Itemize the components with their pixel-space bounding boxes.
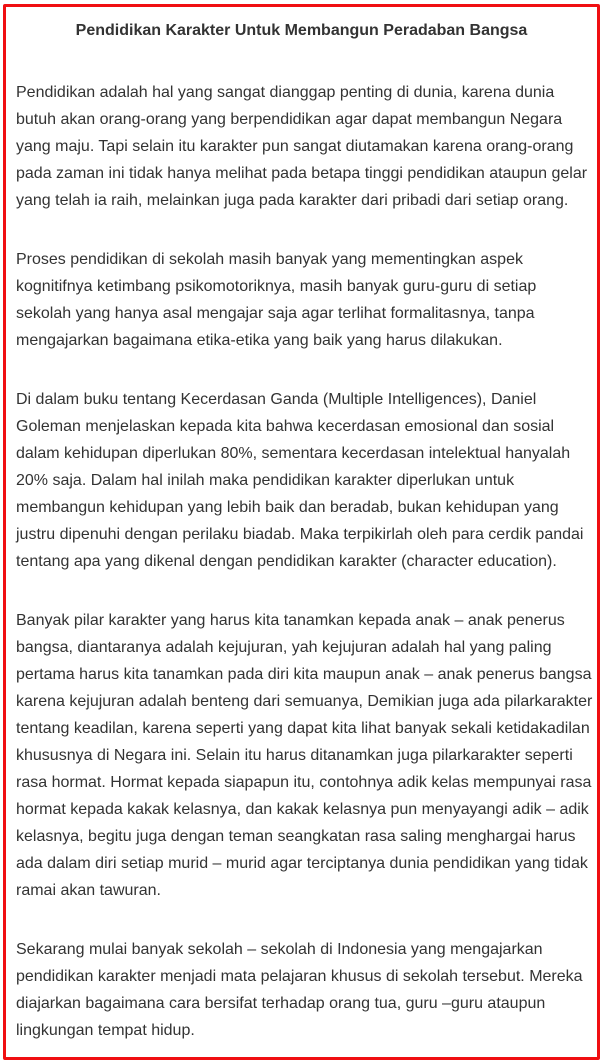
paragraph-line: pendidikan karakter menjadi mata pelajaran khusus di sekolah tersebut. Mereka <box>16 968 583 985</box>
paragraph <box>16 246 597 354</box>
paragraph-line: butuh akan orang-orang yang berpendidikan agar dapat membangun Negara <box>16 111 563 128</box>
article-title: Pendidikan Karakter Untuk Membangun Peradaban Bangsa <box>75 22 528 39</box>
paragraph-line: tentang apa yang dikenal dengan pendidikan karakter (character education). <box>16 553 557 570</box>
paragraph-line: Sekarang mulai banyak sekolah – sekolah di Indonesia yang mengajarkan <box>16 941 543 958</box>
paragraph-line: justru dipenuhi dengan perilaku biadab. Maka terpikirlah oleh para cerdik pandai <box>16 526 584 543</box>
paragraph-line: Goleman menjelaskan kepada kita bahwa kecerdasan emosional dan sosial <box>16 418 555 435</box>
paragraph-line: ada dalam diri setiap murid – murid agar terciptanya dunia pendidikan yang tidak <box>16 855 588 872</box>
paragraph-line: tentang keadilan, karena seperti yang dapat kita lihat banyak sekali ketidakadilan <box>16 720 590 737</box>
paragraph <box>16 936 597 1044</box>
paragraph-line: Banyak pilar karakter yang harus kita tanamkan kepada anak – anak penerus <box>16 612 565 629</box>
paragraph-line: karena kejujuran adalah benteng dari semuanya, Demikian juga ada pilarkarakter <box>16 693 593 710</box>
paragraph-line: yang maju. Tapi selain itu karakter pun sangat diutamakan karena orang-orang <box>16 138 574 155</box>
paragraph-line: Pendidikan adalah hal yang sangat dianggap penting di dunia, karena dunia <box>16 84 555 101</box>
paragraph-line: Proses pendidikan di sekolah masih banyak yang mementingkan aspek <box>16 251 523 268</box>
paragraph-line: Di dalam buku tentang Kecerdasan Ganda (Multiple Intelligences), Daniel <box>16 391 537 408</box>
paragraph-line: lingkungan tempat hidup. <box>16 1022 195 1039</box>
paragraph-line: hormat kepada kakak kelasnya, dan kakak kelasnya pun menyayangi adik – adik <box>16 801 589 818</box>
paragraph-line: 20% saja. Dalam hal inilah maka pendidikan karakter diperlukan untuk <box>16 472 515 489</box>
paragraph-line: pertama harus kita tanamkan pada diri kita maupun anak – anak penerus bangsa <box>16 666 592 683</box>
article-content <box>16 7 597 1044</box>
paragraph-line: kognitifnya ketimbang psikomotoriknya, masih banyak guru-guru di setiap <box>16 278 537 295</box>
paragraph-line: dalam kehidupan diperlukan 80%, sementara kecerdasan intelektual hanyalah <box>16 445 571 462</box>
paragraph-line: sekolah yang hanya asal mengajar saja agar terlihat formalitasnya, tanpa <box>16 305 535 322</box>
paragraph-line: mengajarkan bagaimana etika-etika yang baik yang harus dilakukan. <box>16 332 503 349</box>
paragraph-line: pada zaman ini tidak hanya melihat pada betapa tinggi pendidikan ataupun gelar <box>16 165 588 182</box>
paragraph <box>16 607 597 904</box>
paragraph-line: rasa hormat. Hormat kepada siapapun itu, contohnya adik kelas mempunyai rasa <box>16 774 592 791</box>
paragraph <box>16 79 597 214</box>
paragraph <box>16 386 597 575</box>
article-frame <box>3 4 600 1060</box>
paragraph-line: ramai akan tawuran. <box>16 882 161 899</box>
paragraph-line: diajarkan bagaimana cara bersifat terhadap orang tua, guru –guru ataupun <box>16 995 546 1012</box>
paragraph-line: kelasnya, begitu juga dengan teman seangkatan rasa saling menghargai harus <box>16 828 576 845</box>
paragraph-line: yang telah ia raih, melainkan juga pada karakter dari pribadi dari setiap orang. <box>16 192 569 209</box>
paragraph-line: bangsa, diantaranya adalah kejujuran, yah kejujuran adalah hal yang paling <box>16 639 552 656</box>
paragraph-line: membangun kehidupan yang lebih baik dan beradab, bukan kehidupan yang <box>16 499 559 516</box>
paragraph-line: khususnya di Negara ini. Selain itu harus ditanamkan juga pilarkarakter seperti <box>16 747 573 764</box>
